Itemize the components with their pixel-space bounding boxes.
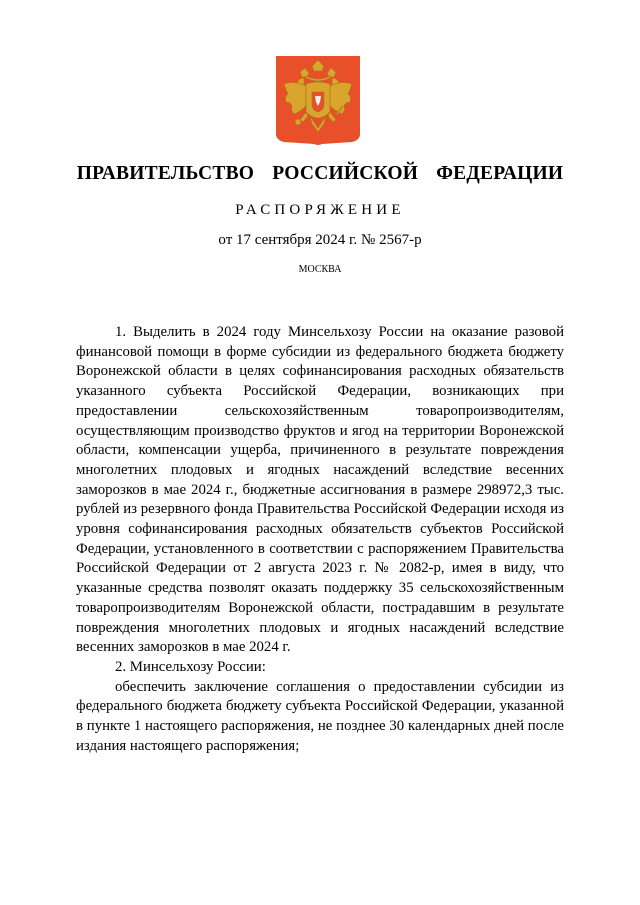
paragraph-2: 2. Минсельхозу России: xyxy=(115,658,266,675)
government-title: ПРАВИТЕЛЬСТВО РОССИЙСКОЙ ФЕДЕРАЦИИ xyxy=(76,163,564,184)
document-type: РАСПОРЯЖЕНИЕ xyxy=(235,202,405,218)
document-body xyxy=(76,323,564,756)
paragraph-2-item: обеспечить заключение соглашения о предоставлении субсидии из федерального бюджета бюджету субъекта Российской Федерации, указанной в пункте 1 настоящего распоряжения, не позднее 30 календарных дней после издания настоящего распоряжения; xyxy=(76,678,564,754)
document-place: МОСКВА xyxy=(298,264,342,275)
russian-coat-of-arms-icon xyxy=(276,56,360,146)
paragraph-1: 1. Выделить в 2024 году Минсельхозу России на оказание разовой финансовой помощи в форме субсидии из федерального бюджета бюджету Воронежской области в целях софинансирования расходных обязательств указанного субъекта Российской Федерации, возникающих при предоставлении сельскохозяйственным товаропроизводителям, осуществляющим производство фруктов и ягод на территории Воронежской области, компенсации ущерба, причиненного в результате повреждения многолетних плодовых и ягодных насаждений вследствие весенних заморозков в мае 2024 г., бюджетные ассигнования в размере 298972,3 тыс. рублей из резервного фонда Правительства Российской Федерации исходя из уровня софинансирования расходных обязательств субъектов Российской Федерации, установленного в соответствии с распоряжением Правительства Российской Федерации от 2 августа 2023 г. № 2082-р, имея в виду, что указанные средства позволят оказать поддержку 35 сельскохозяйственным товаропроизводителям Воронежской области, пострадавшим в результате повреждения многолетних плодовых и ягодных насаждений вследствие весенних заморозков в мае 2024 г. xyxy=(76,324,564,656)
document-date-number: от 17 сентября 2024 г. № 2567-р xyxy=(218,232,422,248)
